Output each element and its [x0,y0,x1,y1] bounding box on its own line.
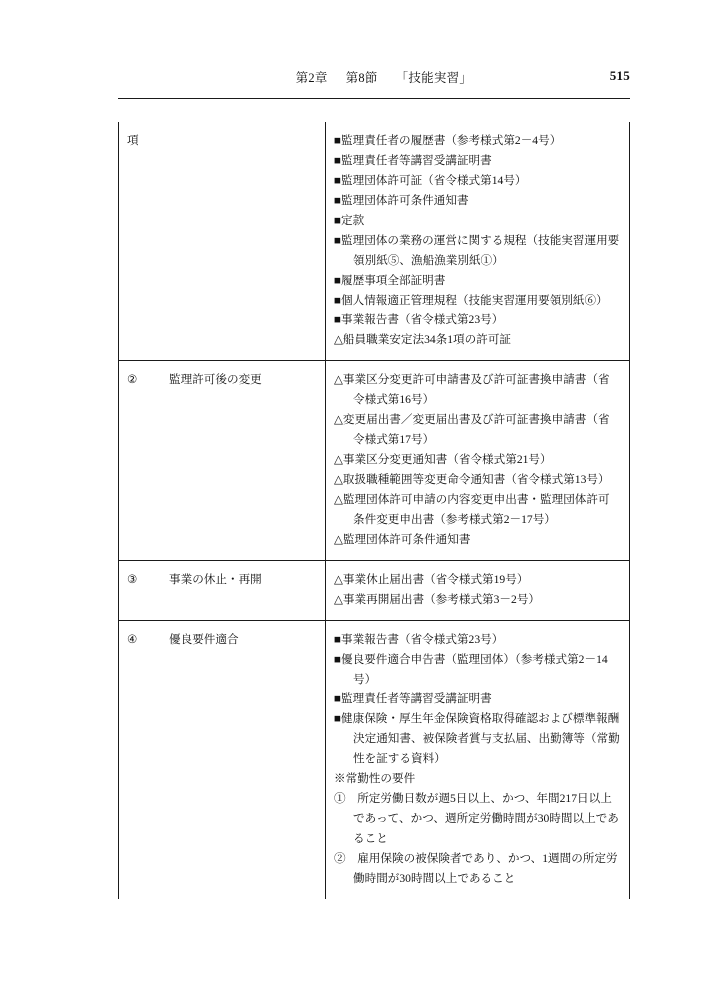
list-item: ② 雇用保険の被保険者であり、かつ、1週間の所定労働時間が30時間以上であること [334,851,618,885]
list-item: △事業区分変更許可申請書及び許可証書換申請書（省令様式第16号） [334,373,610,407]
document-list [334,131,621,350]
row-number-cell [119,560,162,620]
document-list [334,570,621,610]
row-label: 事業の休止・再開 [169,572,262,586]
list-item: ■事業報告書（省令様式第23号） [334,632,504,646]
list-item: ■履歴事項全部証明書 [334,273,446,287]
row-label-cell [161,361,326,560]
row-number-cell [119,122,162,361]
list-item: ■健康保険・厚生年金保険資格取得確認および標準報酬決定通知書、被保険者賞与支払届、出勤簿等（常勤性を証する資料） [334,712,620,766]
document-list [334,630,621,889]
list-item: △事業再開届出書（参考様式第3－2号） [334,592,541,606]
list-item: ■監理団体許可証（省令様式第14号） [334,173,527,187]
row-label: 優良要件適合 [169,632,239,646]
row-documents-cell [326,620,630,899]
list-item: ■事業報告書（省令様式第23号） [334,313,504,327]
list-item: △監理団体許可条件通知書 [334,532,471,546]
table-row [119,620,630,899]
document-list [334,370,621,549]
list-item: △変更届出書／変更届出書及び許可証書換申請書（省令様式第17号） [334,413,610,447]
row-label: 監理許可後の変更 [169,373,262,387]
list-item: ■監理責任者の履歴書（参考様式第2－4号） [334,134,562,147]
table-row [119,560,630,620]
header-chapter: 第2章 [295,71,328,85]
table-row [119,361,630,560]
header-divider [118,98,630,99]
header-center-group [118,68,610,86]
list-item: △船員職業安定法34条1項の許可証 [334,333,512,347]
list-item: ■優良要件適合申告書（監理団体）（参考様式第2－14号） [334,652,608,686]
table-row [119,122,630,361]
row-number: ③ [127,572,138,586]
header-title: 「技能実習」 [395,71,473,85]
row-documents-cell [326,122,630,361]
row-number: ④ [127,632,138,646]
row-label-cell [161,122,326,361]
list-item: △取扱職種範囲等変更命令通知書（省令様式第13号） [334,473,610,486]
list-item: ■個人情報適正管理規程（技能実習運用要領別紙⑥） [334,293,608,307]
row-label-cell [161,560,326,620]
row-label-cell [161,620,326,899]
row-documents-cell [326,361,630,560]
list-item: △監理団体許可申請の内容変更申出書・監理団体許可条件変更申出書（参考様式第2－17号） [334,492,610,526]
page-header [118,68,630,94]
list-item: ■監理団体の業務の運営に関する規程（技能実習運用要領別紙⑤、漁船漁業別紙①） [334,233,620,267]
list-item: ■定款 [334,213,365,227]
row-documents-cell [326,560,630,620]
header-section: 第8節 [345,71,378,85]
row-number-cell [119,361,162,560]
list-item: ① 所定労働日数が週5日以上、かつ、年間217日以上であって、かつ、週所定労働時間が30時間以上であること [334,792,619,845]
page-number: 515 [609,68,630,83]
row-number: ② [127,373,138,387]
list-item: ■監理責任者等講習受講証明書 [334,692,492,706]
list-item: △事業区分変更通知書（省令様式第21号） [334,453,552,467]
list-item-note: ※常勤性の要件 [334,772,416,786]
row-number-cell [119,620,162,899]
list-item: ■監理責任者等講習受講証明書 [334,153,492,167]
list-item: △事業休止届出書（省令様式第19号） [334,572,529,586]
requirements-table [118,122,630,899]
continuation-marker: 項 [127,134,139,147]
content-table-wrapper [118,122,630,899]
list-item: ■監理団体許可条件通知書 [334,193,469,207]
